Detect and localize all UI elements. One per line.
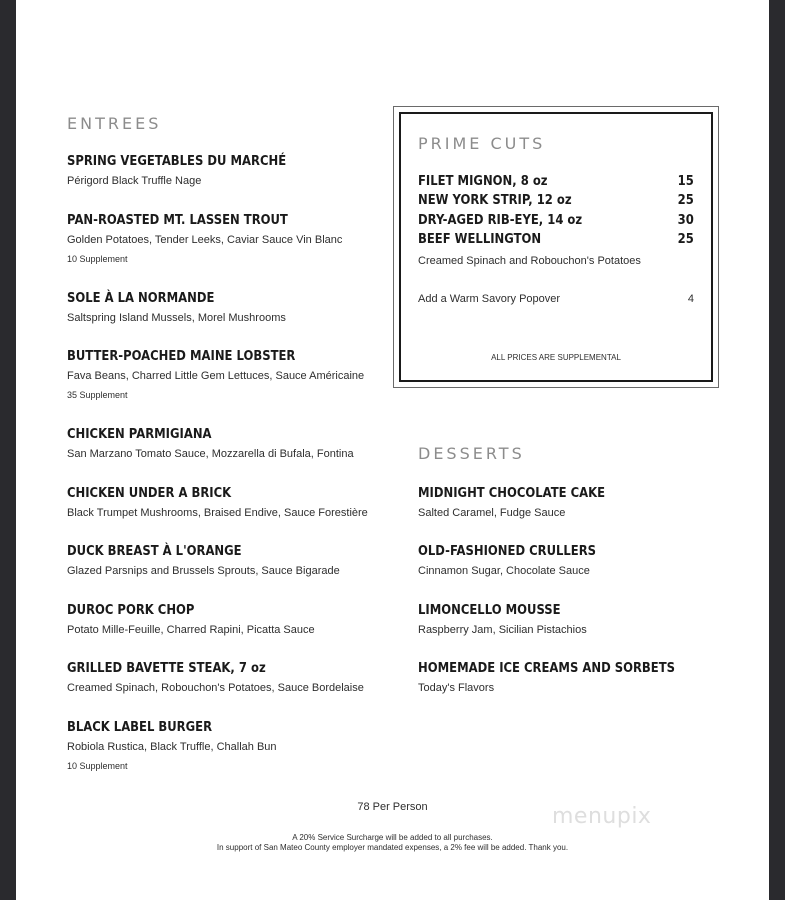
- addon-price: 4: [687, 293, 694, 305]
- cut-name: FILET MIGNON, 8 oz: [418, 173, 548, 189]
- item-name: SPRING VEGETABLES DU MARCHÉ: [67, 153, 287, 169]
- item-name: CHICKEN PARMIGIANA: [67, 426, 212, 442]
- prime-cuts-title: PRIME CUTS: [418, 134, 546, 153]
- menupix-watermark: menupix: [552, 804, 652, 829]
- prime-cut-row: [418, 231, 694, 250]
- per-person-price: 78 Per Person: [357, 801, 428, 813]
- item-desc: Fava Beans, Charred Little Gem Lettuces, Sauce Américaine: [67, 370, 365, 382]
- item-desc: Saltspring Island Mussels, Morel Mushrooms: [67, 312, 286, 324]
- entree-item: [67, 348, 397, 401]
- cut-price: 15: [677, 173, 694, 189]
- item-desc: Glazed Parsnips and Brussels Sprouts, Sauce Bigarade: [67, 565, 340, 577]
- item-supplement: 10 Supplement: [67, 761, 128, 771]
- entree-item: [67, 426, 397, 461]
- prime-cuts-side-desc: Creamed Spinach and Robouchon's Potatoes: [418, 255, 641, 267]
- prime-cut-row: [418, 192, 694, 211]
- item-desc: San Marzano Tomato Sauce, Mozzarella di Bufala, Fontina: [67, 448, 354, 460]
- entrees-title: ENTREES: [67, 114, 162, 133]
- item-name: LIMONCELLO MOUSSE: [418, 602, 561, 618]
- item-desc: Périgord Black Truffle Nage: [67, 175, 202, 187]
- entree-item: [67, 290, 397, 325]
- item-desc: Golden Potatoes, Tender Leeks, Caviar Sauce Vin Blanc: [67, 234, 343, 246]
- entree-item: [67, 153, 397, 188]
- entree-item: [67, 212, 397, 265]
- desserts-title: DESSERTS: [418, 444, 525, 463]
- prime-cut-row: [418, 212, 694, 231]
- service-surcharge-note: A 20% Service Surcharge will be added to all purchases.: [292, 833, 493, 842]
- popover-addon-row: [418, 293, 694, 305]
- cut-name: DRY-AGED RIB-EYE, 14 oz: [418, 212, 583, 228]
- entree-item: [67, 543, 397, 578]
- item-name: SOLE À LA NORMANDE: [67, 290, 215, 306]
- item-desc: Today's Flavors: [418, 682, 495, 694]
- prime-cut-row: [418, 173, 694, 192]
- dessert-item: [418, 660, 718, 695]
- item-name: GRILLED BAVETTE STEAK, 7 oz: [67, 660, 266, 676]
- entree-item: [67, 602, 397, 637]
- item-name: BLACK LABEL BURGER: [67, 719, 213, 735]
- item-name: BUTTER-POACHED MAINE LOBSTER: [67, 348, 296, 364]
- addon-label: Add a Warm Savory Popover: [418, 293, 561, 305]
- item-supplement: 10 Supplement: [67, 254, 128, 264]
- item-desc: Raspberry Jam, Sicilian Pistachios: [418, 624, 587, 636]
- entree-item: [67, 485, 397, 520]
- item-name: DUROC PORK CHOP: [67, 602, 195, 618]
- cut-price: 25: [677, 231, 694, 247]
- item-desc: Salted Caramel, Fudge Sauce: [418, 507, 566, 519]
- item-name: HOMEMADE ICE CREAMS AND SORBETS: [418, 660, 675, 676]
- menu-page: [16, 0, 769, 900]
- dessert-item: [418, 543, 718, 578]
- item-desc: Robiola Rustica, Black Truffle, Challah Bun: [67, 741, 277, 753]
- item-name: OLD-FASHIONED CRULLERS: [418, 543, 597, 559]
- item-desc: Black Trumpet Mushrooms, Braised Endive, Sauce Forestière: [67, 507, 368, 519]
- cut-price: 30: [677, 212, 694, 228]
- item-name: DUCK BREAST À L'ORANGE: [67, 543, 242, 559]
- item-desc: Creamed Spinach, Robouchon's Potatoes, Sauce Bordelaise: [67, 682, 364, 694]
- item-name: PAN-ROASTED MT. LASSEN TROUT: [67, 212, 288, 228]
- item-name: MIDNIGHT CHOCOLATE CAKE: [418, 485, 606, 501]
- item-desc: Potato Mille-Feuille, Charred Rapini, Picatta Sauce: [67, 624, 315, 636]
- cut-name: NEW YORK STRIP, 12 oz: [418, 192, 572, 208]
- item-name: CHICKEN UNDER A BRICK: [67, 485, 232, 501]
- entree-item: [67, 660, 397, 695]
- dessert-item: [418, 485, 718, 520]
- cut-name: BEEF WELLINGTON: [418, 231, 542, 247]
- county-fee-note: In support of San Mateo County employer mandated expenses, a 2% fee will be added. Thank you.: [216, 843, 569, 852]
- dessert-item: [418, 602, 718, 637]
- item-supplement: 35 Supplement: [67, 390, 128, 400]
- cut-price: 25: [677, 192, 694, 208]
- item-desc: Cinnamon Sugar, Chocolate Sauce: [418, 565, 590, 577]
- entree-item: [67, 719, 397, 772]
- prices-supplemental-note: ALL PRICES ARE SUPPLEMENTAL: [491, 353, 621, 362]
